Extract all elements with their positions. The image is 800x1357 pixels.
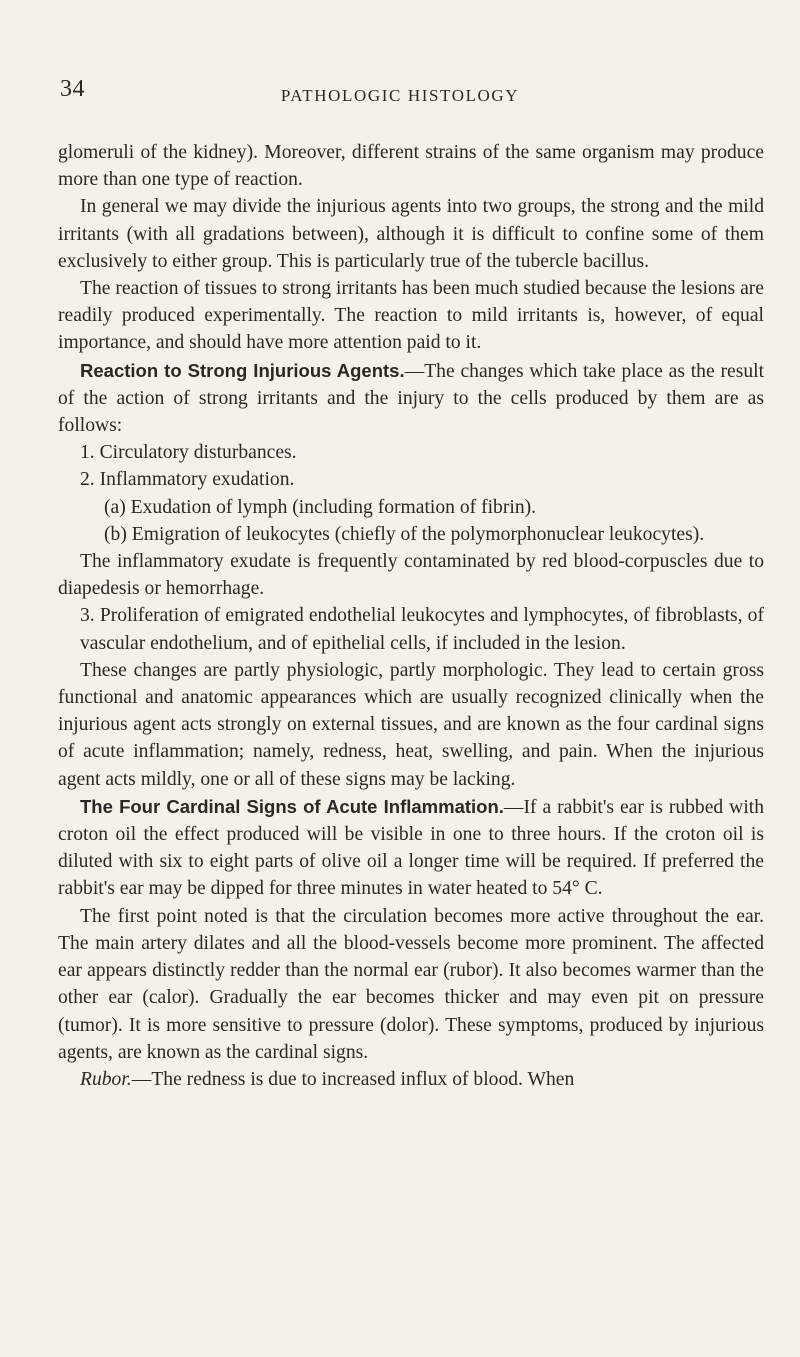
list-item: 3. Proliferation of emigrated endothelial leukocytes and lymphocytes, of fibroblasts, of vascular endothelium, and of epithelial cells, if included in the lesion.: [80, 605, 764, 654]
paragraph: These changes are partly physiologic, partly morphologic. They lead to certain gross functional and anatomic appearances which are usually recognized clinically when the injurious agent acts strongly on external tissues, and are known as the four cardinal signs of acute inflammation; namely, redness, heat, swelling, and pain. When the injurious agent acts mildly, one or all of these signs may be lacking.: [58, 659, 764, 790]
rubor-label: Rubor.: [80, 1068, 132, 1090]
paragraph: The first point noted is that the circulation becomes more active throughout the ear. The main artery dilates and all the blood-vessels become more prominent. The affected ear appears distinctly redder than the normal ear (rubor). It also becomes warmer than the other ear (calor). Gradually the ear becomes thicker and may even pit on pressure (tumor). It is more sensitive to pressure (dolor). These symptoms, produced by injurious agents, are known as the cardinal signs.: [58, 905, 764, 1063]
section-heading: The Four Cardinal Signs of Acute Inflammation.: [80, 795, 504, 817]
list-item: 2. Inflammatory exudation.: [80, 469, 295, 491]
section-text: —The changes which take place as the result of the action of strong irritants and the injury to the cells produced by them are as follows:: [58, 360, 765, 437]
paragraph: The reaction of tissues to strong irritants has been much studied because the lesions are readily produced experimentally. The reaction to mild irritants is, however, of equal importance, and should have more attention paid to it.: [58, 278, 764, 354]
rubor-text: —The redness is due to increased influx of blood. When: [131, 1068, 575, 1090]
sub-list-item: (a) Exudation of lymph (including formation of fibrin).: [104, 496, 537, 518]
rubor-paragraph: [58, 1066, 764, 1093]
section-text: —If a rabbit's ear is rubbed with croton oil the effect produced will be visible in one to three hours. If the croton oil is diluted with six to eight parts of olive oil a longer time will be required. If preferred the rabbit's ear may be dipped for three minutes in water heated to 54° C.: [58, 796, 764, 900]
list-item: 1. Circulatory disturbances.: [80, 442, 297, 464]
sub-list-item: (b) Emigration of leukocytes (chiefly of the polymorphonuclear leukocytes).: [104, 523, 705, 545]
body-text: [58, 139, 764, 1093]
paragraph: glomeruli of the kidney). Moreover, different strains of the same organism may produce more than one type of reaction.: [58, 142, 764, 191]
page-number: 34: [60, 76, 85, 102]
section-paragraph: [58, 357, 764, 440]
section-paragraph: [58, 793, 764, 903]
running-head: PATHOLOGIC HISTOLOGY: [280, 86, 520, 105]
paragraph: In general we may divide the injurious agents into two groups, the strong and the mild irritants (with all gradations between), although it is difficult to confine some of them exclusively to either group. This is particularly true of the tubercle bacillus.: [58, 196, 764, 272]
section-heading: Reaction to Strong Injurious Agents.: [80, 359, 405, 381]
paragraph: The inflammatory exudate is frequently contaminated by red blood-corpuscles due to diapedesis or hemorrhage.: [58, 551, 764, 600]
